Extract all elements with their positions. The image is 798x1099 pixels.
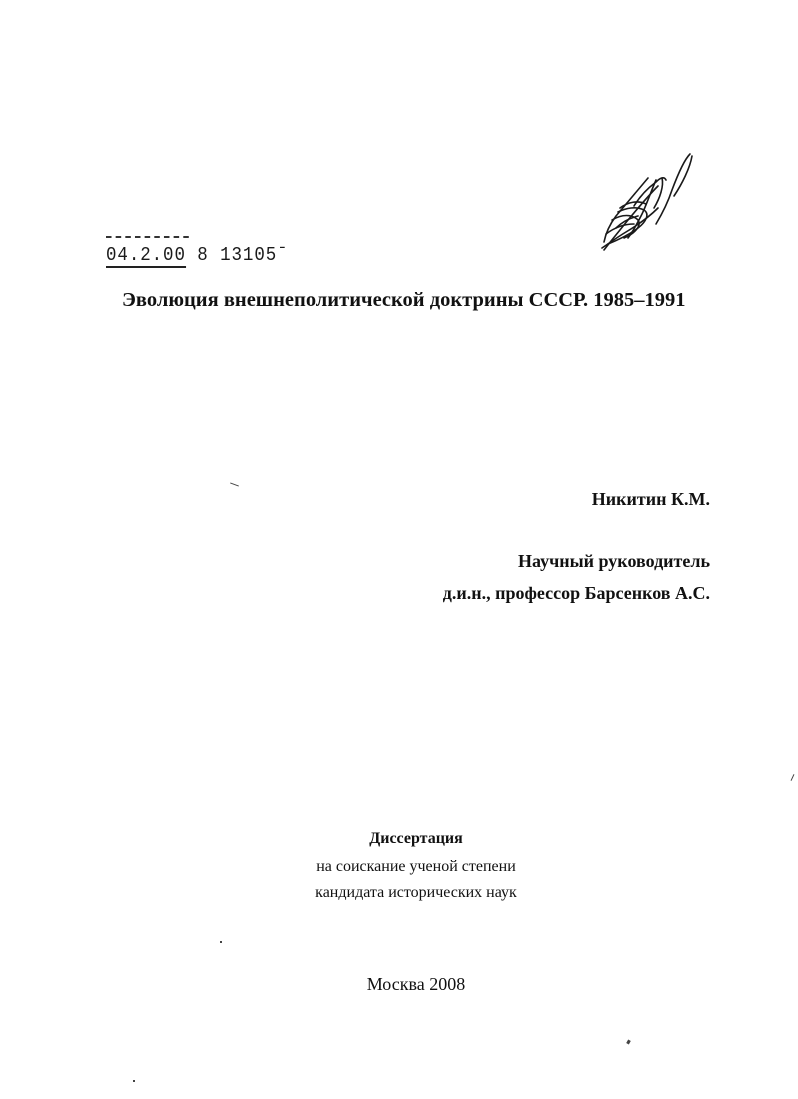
degree-line-1: на соискание ученой степени <box>316 858 516 875</box>
scan-speck <box>791 774 795 781</box>
stamp-dashes <box>106 236 189 240</box>
stamp-prefix: 04.2.00 <box>106 244 186 266</box>
stamp-tick: ˉ <box>277 244 289 266</box>
archive-stamp <box>106 244 289 266</box>
scan-speck <box>626 1040 631 1045</box>
dissertation-heading: Диссертация <box>369 830 463 847</box>
degree-line-2: кандидата исторических наук <box>315 884 517 901</box>
dissertation-title: Эволюция внешнеполитической доктрины СССР. 1985–1991 <box>122 289 686 311</box>
supervisor-label: Научный руководитель <box>518 551 710 571</box>
scan-speck <box>230 482 239 486</box>
scan-speck <box>220 941 222 943</box>
scan-speck <box>133 1080 135 1082</box>
signature-icon <box>598 150 698 256</box>
supervisor-name: д.и.н., профессор Барсенков А.С. <box>442 583 710 603</box>
stamp-number: 8 13105 <box>197 244 278 266</box>
author-name: Никитин К.М. <box>591 489 710 509</box>
city-year: Москва 2008 <box>366 974 466 994</box>
